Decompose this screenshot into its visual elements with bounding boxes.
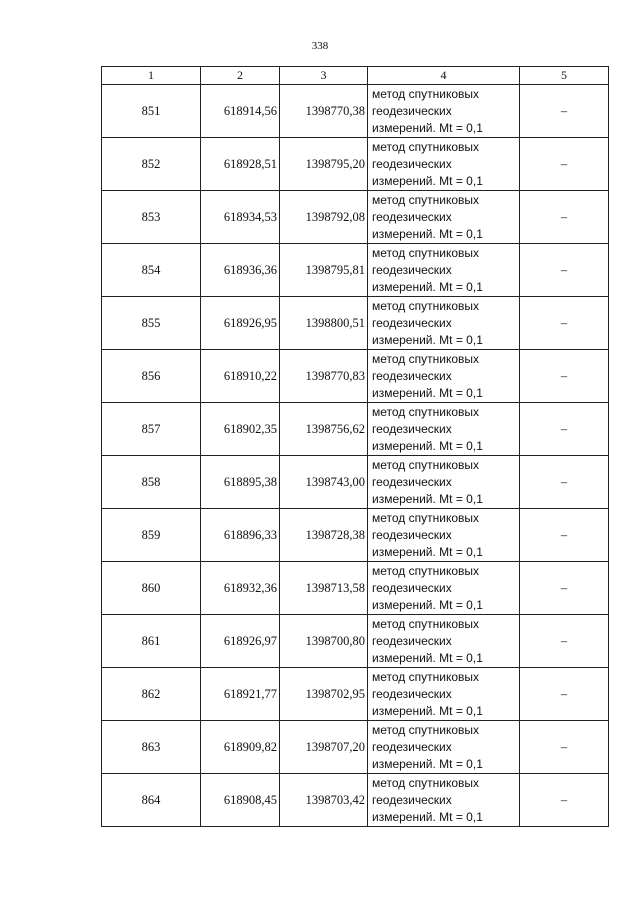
method-cell [368, 509, 520, 562]
column-header-1: 1 [102, 67, 201, 85]
point-number-cell: 856 [102, 350, 201, 403]
method-line-2: геодезических [372, 739, 452, 754]
y-coordinate-cell: 1398700,80 [280, 615, 368, 668]
method-line-3: измерений. Mt = 0,1 [372, 385, 483, 400]
method-line-2: геодезических [372, 792, 452, 807]
description-cell: – [520, 774, 609, 827]
x-coordinate-cell: 618932,36 [201, 562, 280, 615]
y-coordinate-cell: 1398770,38 [280, 85, 368, 138]
column-header-3: 3 [280, 67, 368, 85]
point-number-cell: 854 [102, 244, 201, 297]
method-line-3: измерений. Mt = 0,1 [372, 226, 483, 241]
method-line-1: метод спутниковых [372, 298, 480, 313]
point-number-cell: 864 [102, 774, 201, 827]
method-line-3: измерений. Mt = 0,1 [372, 332, 483, 347]
method-line-1: метод спутниковых [372, 192, 480, 207]
x-coordinate-cell: 618902,35 [201, 403, 280, 456]
method-line-3: измерений. Mt = 0,1 [372, 703, 483, 718]
description-cell: – [520, 509, 609, 562]
method-line-3: измерений. Mt = 0,1 [372, 173, 483, 188]
table-row [102, 456, 609, 509]
method-cell [368, 668, 520, 721]
method-line-3: измерений. Mt = 0,1 [372, 120, 483, 135]
method-line-3: измерений. Mt = 0,1 [372, 544, 483, 559]
method-line-1: метод спутниковых [372, 563, 480, 578]
method-line-1: метод спутниковых [372, 775, 480, 790]
x-coordinate-cell: 618896,33 [201, 509, 280, 562]
y-coordinate-cell: 1398707,20 [280, 721, 368, 774]
description-cell: – [520, 244, 609, 297]
description-cell: – [520, 562, 609, 615]
method-line-1: метод спутниковых [372, 510, 480, 525]
method-cell [368, 615, 520, 668]
description-cell: – [520, 721, 609, 774]
column-header-4: 4 [368, 67, 520, 85]
method-line-1: метод спутниковых [372, 351, 480, 366]
point-number-cell: 859 [102, 509, 201, 562]
method-line-2: геодезических [372, 474, 452, 489]
method-line-3: измерений. Mt = 0,1 [372, 809, 483, 824]
method-line-2: геодезических [372, 580, 452, 595]
table-row [102, 668, 609, 721]
method-line-2: геодезических [372, 209, 452, 224]
point-number-cell: 851 [102, 85, 201, 138]
method-line-1: метод спутниковых [372, 86, 480, 101]
method-cell [368, 403, 520, 456]
header-row [102, 67, 609, 85]
point-number-cell: 860 [102, 562, 201, 615]
method-line-2: геодезических [372, 103, 452, 118]
method-cell [368, 350, 520, 403]
y-coordinate-cell: 1398800,51 [280, 297, 368, 350]
method-line-3: измерений. Mt = 0,1 [372, 491, 483, 506]
method-line-1: метод спутниковых [372, 457, 480, 472]
description-cell: – [520, 403, 609, 456]
table-row [102, 562, 609, 615]
x-coordinate-cell: 618921,77 [201, 668, 280, 721]
y-coordinate-cell: 1398795,81 [280, 244, 368, 297]
table-row [102, 509, 609, 562]
description-cell: – [520, 350, 609, 403]
method-cell [368, 191, 520, 244]
x-coordinate-cell: 618926,95 [201, 297, 280, 350]
coordinates-table [101, 66, 609, 827]
table-row [102, 297, 609, 350]
y-coordinate-cell: 1398713,58 [280, 562, 368, 615]
description-cell: – [520, 297, 609, 350]
method-line-3: измерений. Mt = 0,1 [372, 279, 483, 294]
method-line-2: геодезических [372, 686, 452, 701]
description-cell: – [520, 456, 609, 509]
method-cell [368, 774, 520, 827]
description-cell: – [520, 138, 609, 191]
point-number-cell: 861 [102, 615, 201, 668]
method-cell [368, 244, 520, 297]
method-line-2: геодезических [372, 156, 452, 171]
table-row [102, 350, 609, 403]
y-coordinate-cell: 1398703,42 [280, 774, 368, 827]
point-number-cell: 863 [102, 721, 201, 774]
description-cell: – [520, 191, 609, 244]
table-row [102, 403, 609, 456]
x-coordinate-cell: 618908,45 [201, 774, 280, 827]
description-cell: – [520, 85, 609, 138]
column-header-5: 5 [520, 67, 609, 85]
point-number-cell: 855 [102, 297, 201, 350]
y-coordinate-cell: 1398702,95 [280, 668, 368, 721]
point-number-cell: 858 [102, 456, 201, 509]
description-cell: – [520, 615, 609, 668]
table-body [102, 85, 609, 827]
method-line-2: геодезических [372, 633, 452, 648]
method-line-1: метод спутниковых [372, 616, 480, 631]
y-coordinate-cell: 1398792,08 [280, 191, 368, 244]
method-line-2: геодезических [372, 368, 452, 383]
method-line-2: геодезических [372, 315, 452, 330]
method-line-1: метод спутниковых [372, 139, 480, 154]
point-number-cell: 853 [102, 191, 201, 244]
table-row [102, 721, 609, 774]
method-line-2: геодезических [372, 421, 452, 436]
method-line-1: метод спутниковых [372, 669, 480, 684]
column-header-2: 2 [201, 67, 280, 85]
method-line-3: измерений. Mt = 0,1 [372, 756, 483, 771]
x-coordinate-cell: 618910,22 [201, 350, 280, 403]
method-line-2: геодезических [372, 527, 452, 542]
method-line-3: измерений. Mt = 0,1 [372, 597, 483, 612]
x-coordinate-cell: 618895,38 [201, 456, 280, 509]
x-coordinate-cell: 618928,51 [201, 138, 280, 191]
method-line-1: метод спутниковых [372, 245, 480, 260]
point-number-cell: 862 [102, 668, 201, 721]
x-coordinate-cell: 618914,56 [201, 85, 280, 138]
method-line-1: метод спутниковых [372, 404, 480, 419]
method-line-1: метод спутниковых [372, 722, 480, 737]
table-row [102, 138, 609, 191]
table-row [102, 191, 609, 244]
y-coordinate-cell: 1398770,83 [280, 350, 368, 403]
y-coordinate-cell: 1398756,62 [280, 403, 368, 456]
x-coordinate-cell: 618909,82 [201, 721, 280, 774]
page-number: 338 [311, 40, 329, 52]
table-row [102, 85, 609, 138]
method-cell [368, 721, 520, 774]
table-row [102, 774, 609, 827]
point-number-cell: 852 [102, 138, 201, 191]
x-coordinate-cell: 618936,36 [201, 244, 280, 297]
table-row [102, 615, 609, 668]
method-line-2: геодезических [372, 262, 452, 277]
y-coordinate-cell: 1398728,38 [280, 509, 368, 562]
method-line-3: измерений. Mt = 0,1 [372, 438, 483, 453]
y-coordinate-cell: 1398743,00 [280, 456, 368, 509]
method-cell [368, 297, 520, 350]
point-number-cell: 857 [102, 403, 201, 456]
method-cell [368, 138, 520, 191]
table-row [102, 244, 609, 297]
method-cell [368, 456, 520, 509]
y-coordinate-cell: 1398795,20 [280, 138, 368, 191]
method-cell [368, 85, 520, 138]
description-cell: – [520, 668, 609, 721]
method-line-3: измерений. Mt = 0,1 [372, 650, 483, 665]
x-coordinate-cell: 618934,53 [201, 191, 280, 244]
method-cell [368, 562, 520, 615]
x-coordinate-cell: 618926,97 [201, 615, 280, 668]
